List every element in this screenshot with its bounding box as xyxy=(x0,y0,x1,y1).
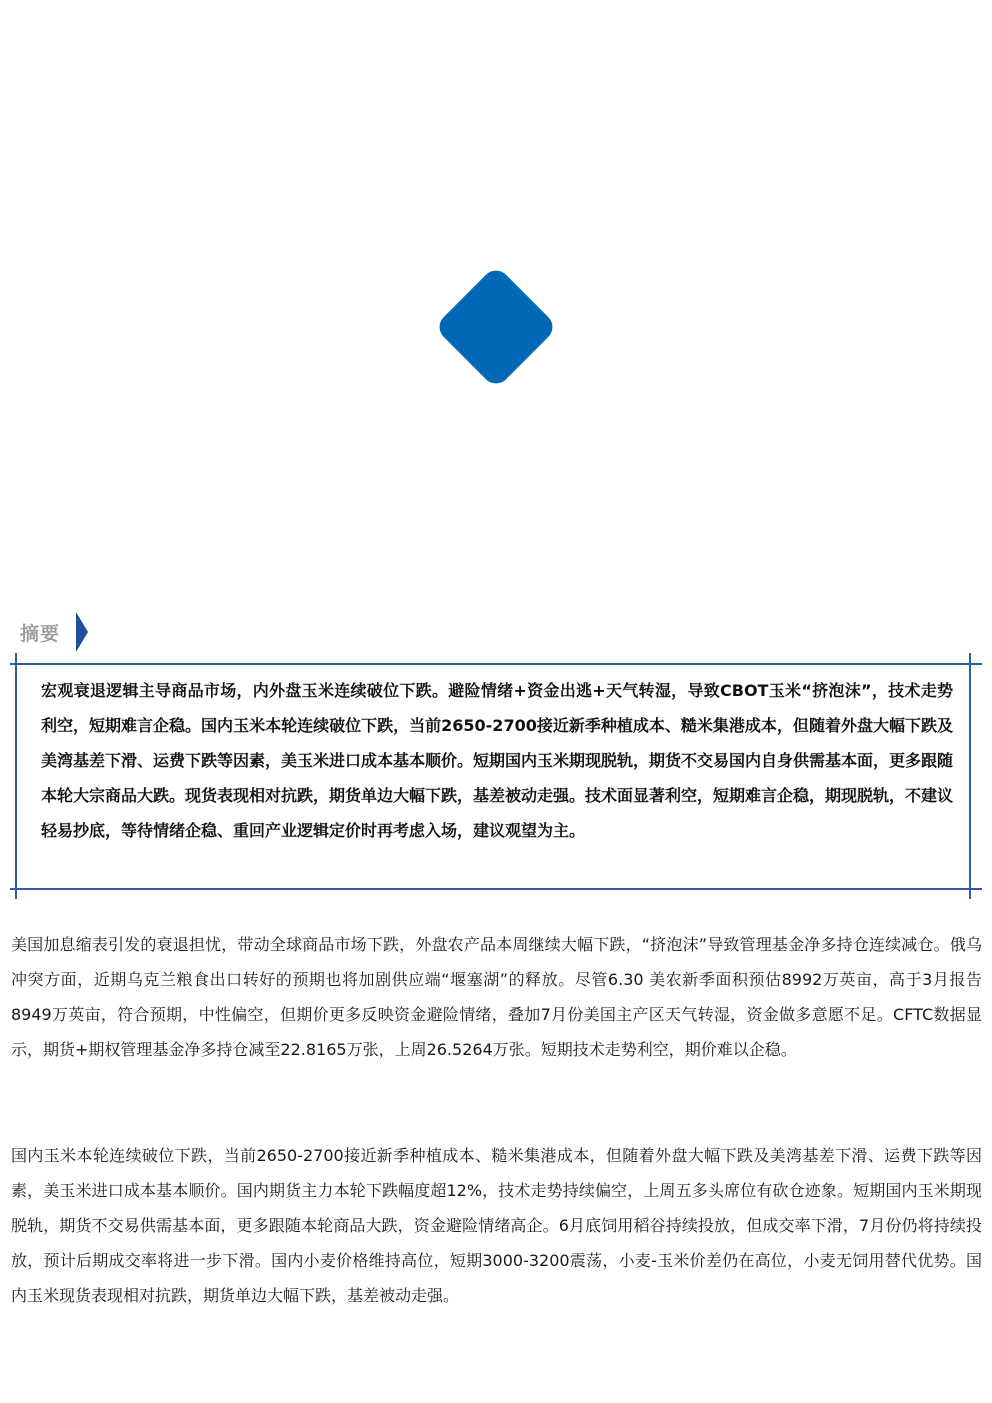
summary-box-right-border xyxy=(969,653,971,899)
summary-box-bottom-border xyxy=(10,888,982,890)
blue-diamond-logo-icon xyxy=(424,255,568,399)
chevron-right-icon xyxy=(76,612,88,652)
summary-header xyxy=(20,612,60,652)
summary-text: 宏观衰退逻辑主导商品市场，内外盘玉米连续破位下跌。避险情绪+资金出逃+天气转湿，导致CBOT玉米“挤泡沫”，技术走势利空，短期难言企稳。国内玉米本轮连续破位下跌，当前2650-2700接近新季种植成本、糙米集港成本，但随着外盘大幅下跌及美湾基差下滑、运费下跌等因素，美玉米进口成本基本顺价。短期国内玉米期现脱轨，期货不交易国内自身供需基本面，更多跟随本轮大宗商品大跌。现货表现相对抗跌，期货单边大幅下跌，基差被动走强。技术面显著利空，短期难言企稳，期现脱轨，不建议轻易抄底，等待情绪企稳、重回产业逻辑定价时再考虑入场，建议观望为主。 xyxy=(41,681,954,840)
summary-box xyxy=(10,663,982,889)
company-logo xyxy=(424,255,568,399)
summary-title: 摘要 xyxy=(20,622,61,645)
body-paragraph-1: 美国加息缩表引发的衰退担忧，带动全球商品市场下跌，外盘农产品本周继续大幅下跌，“挤泡沫”导致管理基金净多持仓连续减仓。俄乌冲突方面，近期乌克兰粮食出口转好的预期也将加剧供应端“堰塞湖”的释放。尽管6.30 美农新季面积预估8992万英亩，高于3月报告8949万英亩，符合预期，中性偏空，但期价更多反映资金避险情绪，叠加7月份美国主产区天气转湿，资金做多意愿不足。CFTC数据显示，期货+期权管理基金净多持仓减至22.8165万张，上周26.5264万张。短期技术走势利空，期价难以企稳。 xyxy=(11,935,982,1059)
summary-box-left-border xyxy=(15,653,17,899)
body-paragraph-2: 国内玉米本轮连续破位下跌，当前2650-2700接近新季种植成本、糙米集港成本，但随着外盘大幅下跌及美湾基差下滑、运费下跌等因素，美玉米进口成本基本顺价。国内期货主力本轮下跌幅度超12%，技术走势持续偏空，上周五多头席位有砍仓迹象。短期国内玉米期现脱轨，期货不交易供需基本面，更多跟随本轮商品大跌，资金避险情绪高企。6月底饲用稻谷持续投放，但成交率下滑，7月份仍将持续投放，预计后期成交率将进一步下滑。国内小麦价格维持高位，短期3000-3200震荡，小麦-玉米价差仍在高位，小麦无饲用替代优势。国内玉米现货表现相对抗跌，期货单边大幅下跌，基差被动走强。 xyxy=(11,1146,982,1305)
summary-box-top-border xyxy=(10,663,982,665)
